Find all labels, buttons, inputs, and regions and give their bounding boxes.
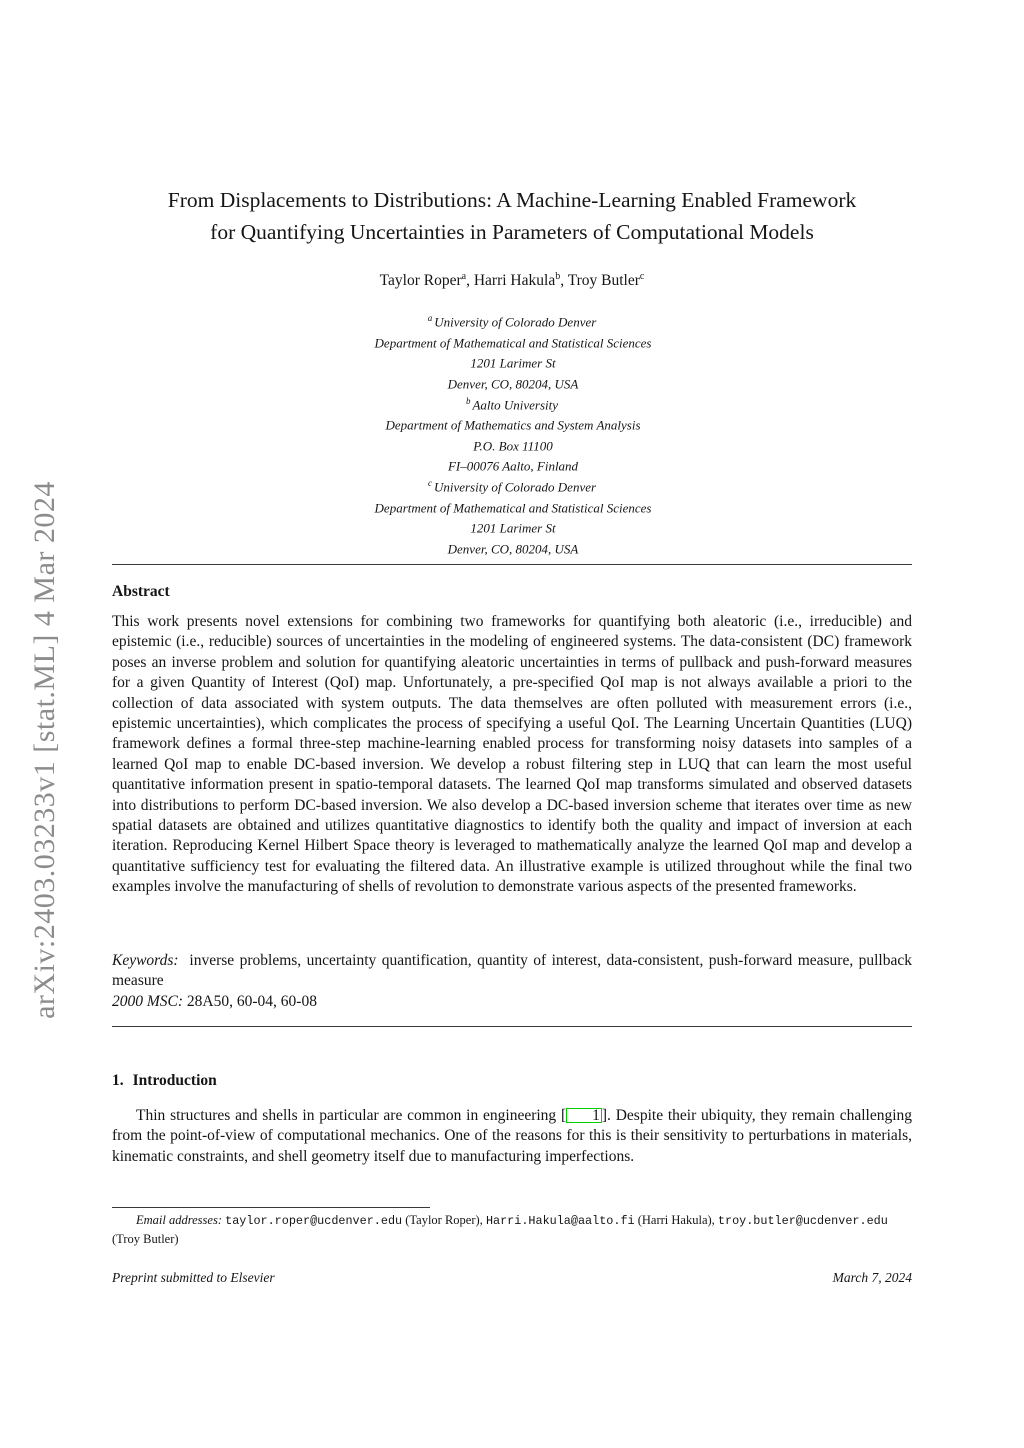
affiliation-text: Department of Mathematical and Statistical Sciences [374,334,652,350]
affiliation-text: FI–00076 Aalto, Finland [447,458,579,474]
affiliation-line [112,454,912,475]
affiliations-block [112,310,912,558]
affiliation-text: University of Colorado Denver [433,479,597,495]
affiliation-line [112,434,912,455]
affiliation-line [112,537,912,558]
citation-link-1[interactable]: 1 [566,1108,602,1123]
author-name: Troy Butler [567,272,640,290]
footnote-rule [112,1207,430,1208]
affiliation-text: Denver, CO, 80204, USA [447,376,579,392]
msc-text: 28A50, 60-04, 60-08 [186,992,317,1010]
affiliation-line [112,413,912,434]
author-separator: , [466,272,474,290]
intro-text-after-citation: ]. Despite their ubiquity, they remain challenging from the point-of-view of computational mechanics. One of the reasons for this is their sensitivity to perturbations in materials, kinematic constraints, and shell geometry itself due to manufacturing imperfections. [112,1107,913,1165]
msc-line [112,992,912,1012]
keywords-text: inverse problems, uncertainty quantification, quantity of interest, data-consistent, push-forward measure, pullback measure [112,952,912,990]
abstract-text: This work presents novel extensions for combining two frameworks for quantifying both aleatoric (i.e., irreducible) and epistemic (i.e., reducible) sources of uncertainties in the modeling of engineered systems. The data-consistent (DC) framework poses an inverse problem and solution for quantifying aleatoric uncertainties in terms of pullback and push-forward measures for a given Quantity of Interest (QoI) map. Unfortunately, a pre-specified QoI map is not always available a priori to the collection of data associated with system outputs. The data themselves are often polluted with measurement errors (i.e., epistemic uncertainties), which complicates the process of specifying a useful QoI. The Learning Uncertain Quantities (LUQ) framework defines a formal three-step machine-learning enabled process for transforming noisy datasets into samples of a learned QoI map to enable DC-based inversion. We develop a robust filtering step in LUQ that can learn the most useful quantitative information present in spatio-temporal datasets. The learned QoI map transforms simulated and observed datasets into distributions to perform DC-based inversion. We also develop a DC-based inversion scheme that iterates over time as new spatial datasets are obtained and utilizes quantitative diagnostics to identify both the quality and impact of inversion at each iteration. Reproducing Kernel Hilbert Space theory is leveraged to mathematically analyze the learned QoI map and develop a quantitative sufficiency test for evaluating the filtered data. An illustrative example is utilized throughout while the final two examples involve the manufacturing of shells of revolution to demonstrate various aspects of the presented frameworks. [112,613,912,896]
footer-preprint-note: Preprint submitted to Elsevier [112,1270,275,1285]
author-affiliation-mark: c [639,271,645,282]
section-title: Introduction [132,1072,217,1089]
affiliation-text: Aalto University [472,396,559,412]
affiliation-mark: b [465,395,471,406]
email-owner: (Troy Butler) [112,1231,179,1246]
author-affiliation-mark: a [461,271,467,282]
email-footnote [112,1212,912,1248]
author-name: Taylor Roper [379,272,462,290]
affiliation-line [112,351,912,372]
abstract-heading: Abstract [112,583,170,600]
authors-line [112,271,912,290]
keywords-label: Keywords: [112,952,179,969]
arxiv-identifier-sidebar: arXiv:2403.03233v1 [stat.ML] 4 Mar 2024 [28,481,61,1019]
affiliation-line [112,516,912,537]
email-owner: (Harri Hakula), [634,1213,715,1227]
author-affiliation-mark: b [555,271,561,282]
email-address: taylor.roper@ucdenver.edu [225,1214,403,1228]
affiliation-text: Department of Mathematical and Statistical Sciences [374,499,652,515]
keywords-line [112,951,912,992]
intro-text-before-citation: Thin structures and shells in particular are common in engineering [ [136,1107,567,1124]
affiliation-text: Denver, CO, 80204, USA [447,541,579,557]
affiliation-line [112,372,912,393]
affiliation-line [112,393,912,414]
section-heading-introduction [112,1072,912,1090]
footer-date: March 7, 2024 [832,1270,912,1285]
affiliation-text: University of Colorado Denver [434,314,597,330]
keywords-block [112,951,912,1012]
affiliation-text: 1201 Larimer St [470,520,556,536]
affiliation-text: Department of Mathematics and System Analysis [385,417,641,433]
email-address: troy.butler@ucdenver.edu [717,1214,888,1228]
page-title [112,184,912,248]
affiliation-mark: c [427,478,432,488]
email-owner: (Taylor Roper), [402,1213,486,1227]
affiliation-line [112,310,912,331]
email-address: Harri.Hakula@aalto.fi [485,1214,635,1228]
title-line-1: From Displacements to Distributions: A Machine-Learning Enabled Framework [167,188,857,212]
affiliation-line [112,331,912,352]
section-number: 1. [112,1072,124,1089]
email-addresses-label: Email addresses: [136,1213,222,1227]
author-name: Harri Hakula [473,272,556,290]
affiliation-text: 1201 Larimer St [470,355,556,371]
affiliation-line [112,475,912,496]
affiliation-text: P.O. Box 11100 [473,438,553,454]
author-separator: , [560,272,568,290]
abstract-top-rule [112,564,912,565]
msc-label: 2000 MSC: [112,992,184,1010]
page-footer [112,1270,912,1286]
affiliation-line [112,496,912,517]
title-line-2: for Quantifying Uncertainties in Parameters of Computational Models [210,220,814,244]
abstract-bottom-rule [112,1026,912,1027]
affiliation-mark: a [427,313,433,323]
introduction-paragraph [112,1106,912,1167]
